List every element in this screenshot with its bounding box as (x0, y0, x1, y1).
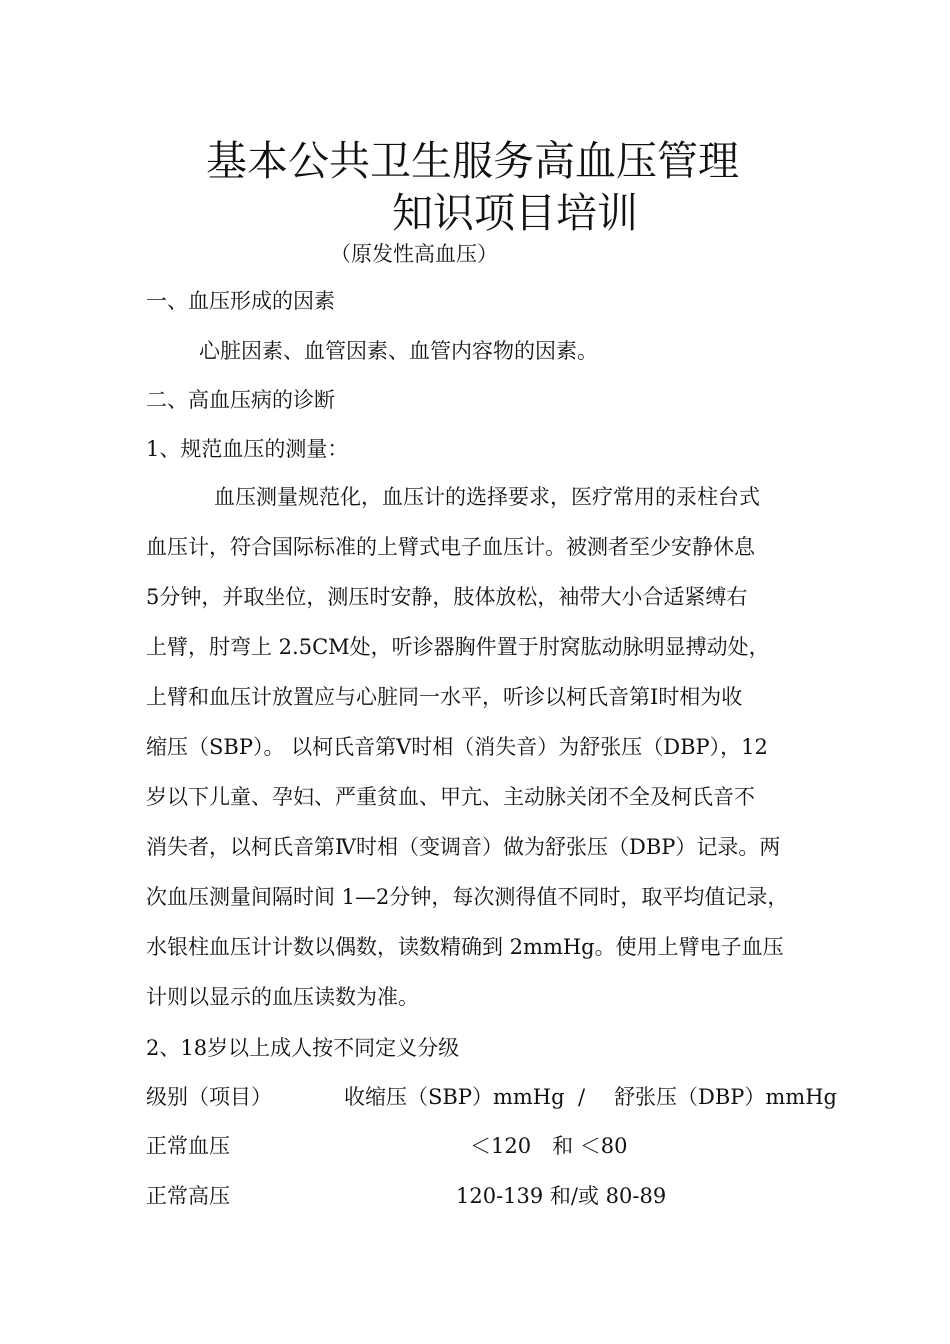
measurement-paragraph (146, 482, 826, 1032)
paragraph-line: 上臂和血压计放置应与心脏同一水平，听诊以柯氏音第Ⅰ时相为收 (146, 685, 743, 709)
table-row-value: 120-139 和/或 80-89 (456, 1184, 667, 1208)
document-subtitle: （原发性高血压） (330, 242, 498, 266)
section-2-subheading-2: 2、18岁以上成人按不同定义分级 (146, 1036, 460, 1060)
paragraph-line: 上臂，肘弯上 2.5CM处，听诊器胸件置于肘窝肱动脉明显搏动处， (146, 635, 770, 659)
section-1-body: 心脏因素、血管因素、血管内容物的因素。 (199, 339, 598, 363)
paragraph-line: 缩压（SBP）。 以柯氏音第Ⅴ时相（消失音）为舒张压（DBP），12 (146, 735, 768, 759)
paragraph-line: 水银柱血压计计数以偶数，读数精确到 2mmHg。使用上臂电子血压 (146, 935, 784, 959)
table-row-level: 正常血压 (146, 1134, 230, 1158)
document-title-line2: 知识项目培训 (392, 189, 638, 237)
table-header-slash: / (578, 1085, 586, 1109)
paragraph-line: 血压计，符合国际标准的上臂式电子血压计。被测者至少安静休息 (146, 535, 755, 559)
section-1-heading: 一、血压形成的因素 (146, 289, 335, 313)
paragraph-line: 血压测量规范化，血压计的选择要求，医疗常用的汞柱台式 (214, 485, 760, 509)
paragraph-line: 岁以下儿童、孕妇、严重贫血、甲亢、主动脉关闭不全及柯氏音不 (146, 785, 755, 809)
table-header-level: 级别（项目） (146, 1085, 272, 1109)
section-2-heading: 二、高血压病的诊断 (146, 388, 335, 412)
paragraph-line: 计则以显示的血压读数为准。 (146, 985, 419, 1009)
table-header-sbp: 收缩压（SBP）mmHg (344, 1085, 565, 1109)
document-title-line1: 基本公共卫生服务高血压管理 (206, 137, 739, 185)
paragraph-line: 次血压测量间隔时间 1—2分钟，每次测得值不同时，取平均值记录， (146, 885, 789, 909)
paragraph-line: 消失者，以柯氏音第Ⅳ时相（变调音）做为舒张压（DBP）记录。两 (146, 835, 781, 859)
table-row-level: 正常高压 (146, 1184, 230, 1208)
section-2-subheading-1: 1、规范血压的测量： (146, 437, 349, 461)
table-row-value: ＜120 和 ＜80 (470, 1134, 628, 1158)
table-header-dbp: 舒张压（DBP）mmHg (614, 1085, 837, 1109)
paragraph-line: 5分钟，并取坐位，测压时安静，肢体放松，袖带大小合适紧缚右 (146, 585, 748, 609)
